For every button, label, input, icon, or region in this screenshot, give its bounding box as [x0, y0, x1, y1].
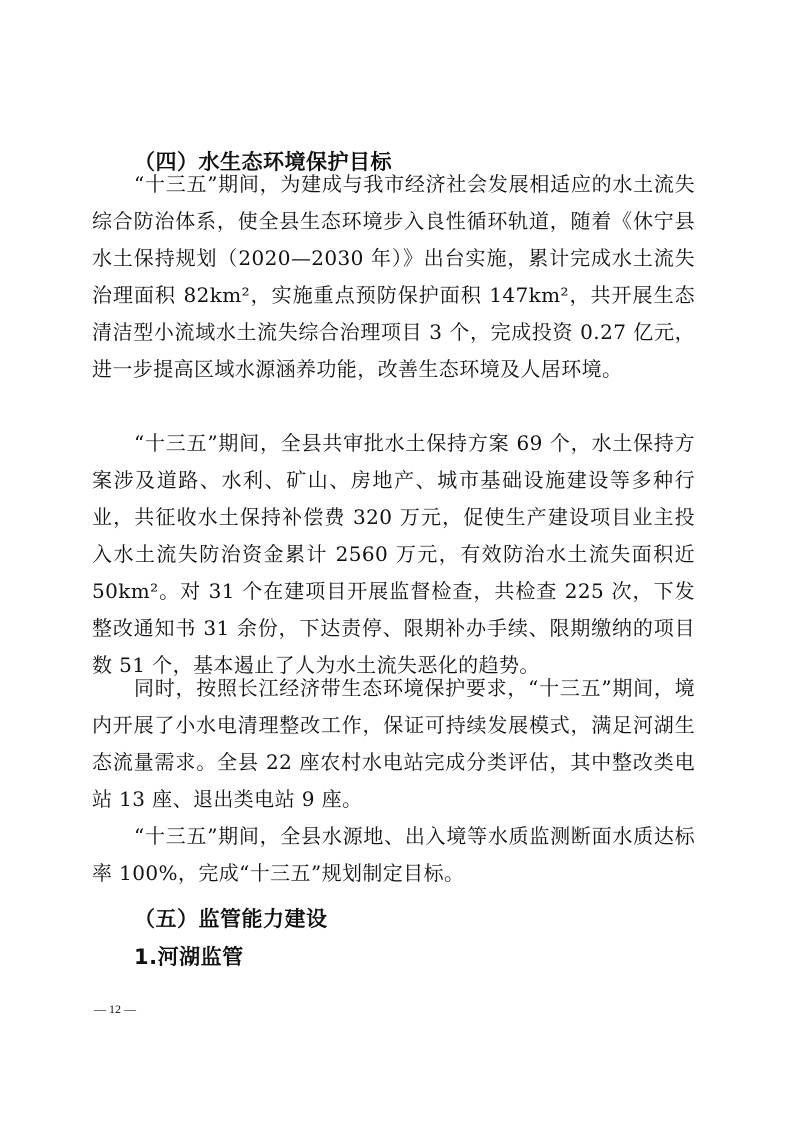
paragraph-soil-erosion-control: “十三五”期间，为建成与我市经济社会发展相适应的水土流失综合防治体系，使全县生态环境步入良性循环轨道，随着《休宁县水土保持规划（2020—2030 年）》出台实施，累计完成水土流失治理面积 82km²，实施重点预防保护面积 147km²，共开展生态清洁型小流域水土流失综合治理项目 3 个，完成投资 0.27 亿元，进一步提高区域水源涵养功能，改善生态环境及人居环境。 — [92, 172, 695, 381]
paragraph-hydropower-rectification: 同时，按照长江经济带生态环境保护要求，“十三五”期间，境内开展了小水电清理整改工作，保证可持续发展模式，满足河湖生态流量需求。全县 22 座农村水电站完成分类评估，其中整改类电站 13 座、退出类电站 9 座。 — [92, 676, 695, 811]
subsection-heading-river-lake: 1.河湖监管 — [134, 945, 244, 969]
section-heading-5: （五）监管能力建设 — [134, 907, 328, 931]
page-number: — 12 — — [94, 1002, 136, 1016]
paragraph-water-quality: “十三五”期间，全县水源地、出入境等水质监测断面水质达标率 100%，完成“十三五”规划制定目标。 — [92, 824, 695, 885]
paragraph-soil-conservation-approval: “十三五”期间，全县共审批水土保持方案 69 个，水土保持方案涉及道路、水利、矿山、房地产、城市基础设施建设等多种行业，共征收水土保持补偿费 320 万元，促使生产建设项目业主投入水土流失防治资金累计 2560 万元，有效防治水土流失面积近 50km²。对 31 个在建项目开展监督检查，共检查 225 次，下发整改通知书 31 余份，下达责停、限期补办手续、限期缴纳的项目数 51 个，基本遏止了人为水土流失恶化的趋势。 — [92, 431, 695, 677]
section-heading-4: （四）水生态环境保护目标 — [134, 150, 392, 174]
